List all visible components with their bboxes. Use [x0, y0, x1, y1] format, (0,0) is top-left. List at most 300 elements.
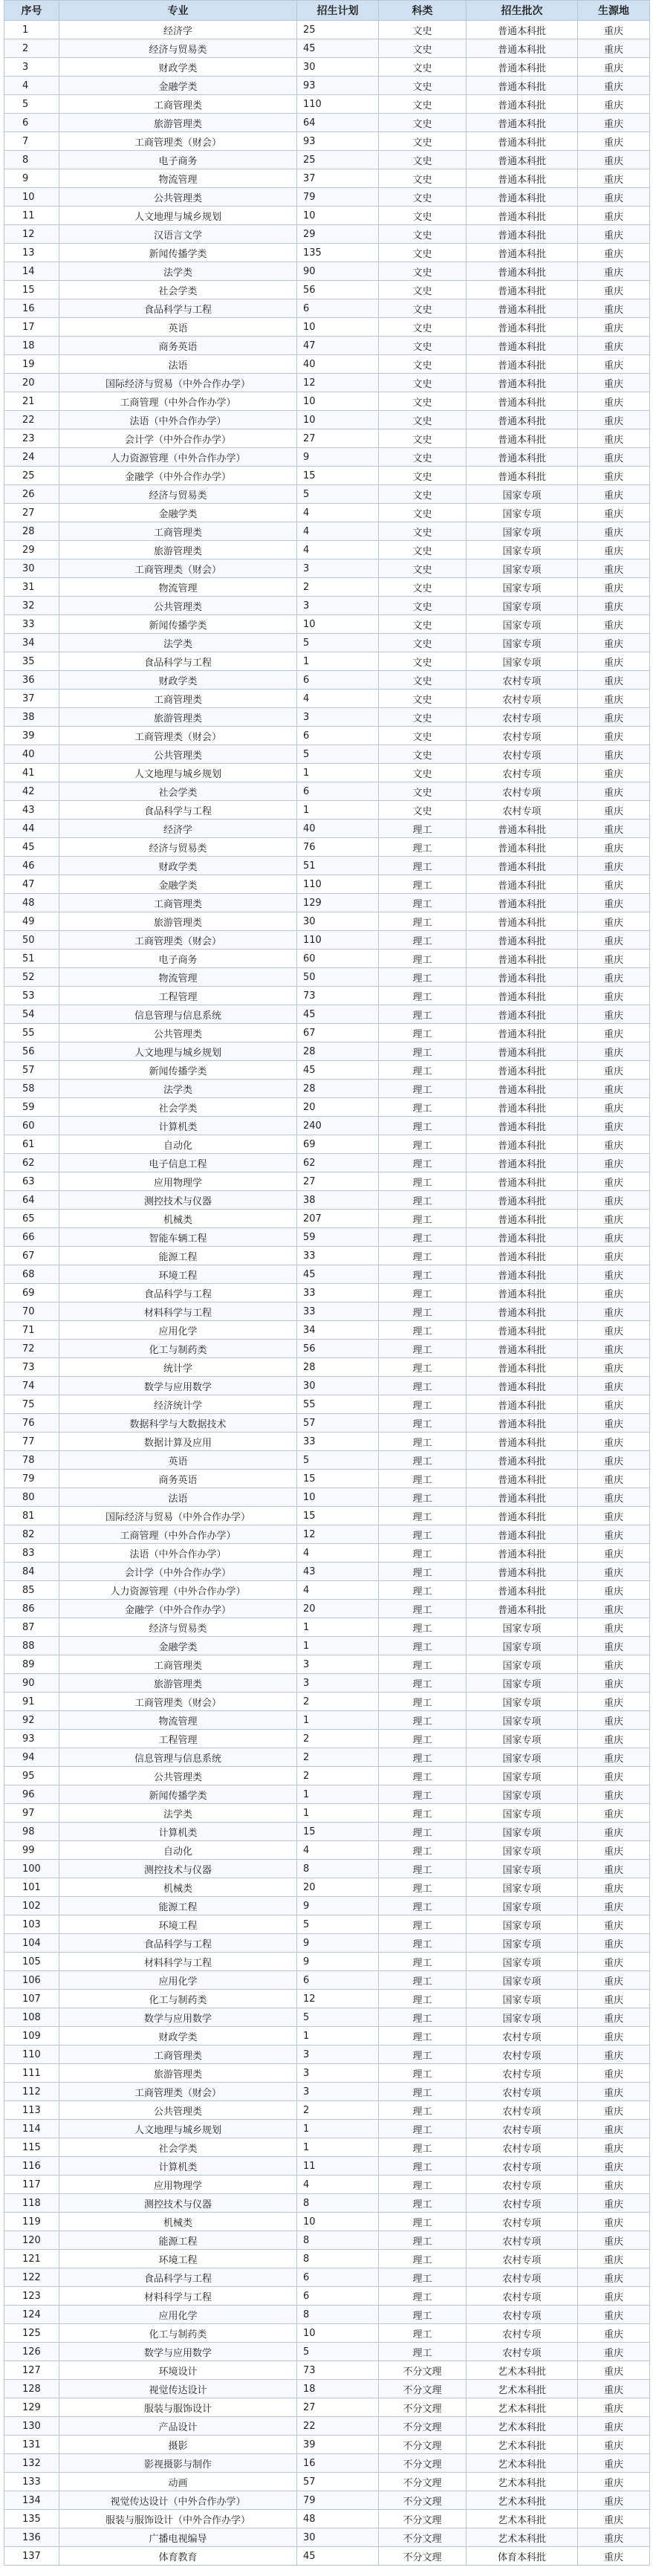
header-category: 科类 [379, 1, 467, 21]
cell-major: 工商管理类（财会） [59, 559, 297, 578]
table-row [4, 2250, 650, 2268]
header-major: 专业 [59, 1, 297, 21]
cell-origin: 重庆 [578, 1228, 650, 1247]
cell-batch: 普通本科批 [467, 1247, 578, 1265]
cell-batch: 国家专项 [467, 2008, 578, 2027]
cell-category: 文史 [379, 318, 467, 337]
cell-batch: 国家专项 [467, 1915, 578, 1934]
cell-major: 智能车辆工程 [59, 1228, 297, 1247]
cell-category: 理工 [379, 1748, 467, 1767]
cell-category: 不分文理 [379, 2491, 467, 2510]
cell-plan: 6 [297, 671, 379, 690]
cell-origin: 重庆 [578, 132, 650, 151]
cell-batch: 艺术本科批 [467, 2454, 578, 2473]
cell-index: 24 [4, 448, 59, 467]
cell-batch: 国家专项 [467, 1823, 578, 1841]
cell-batch: 国家专项 [467, 1785, 578, 1804]
cell-index: 36 [4, 671, 59, 690]
cell-category: 理工 [379, 2231, 467, 2250]
cell-major: 工商管理（中外合作办学） [59, 392, 297, 411]
cell-category: 理工 [379, 1525, 467, 1544]
cell-major: 计算机类 [59, 2157, 297, 2176]
cell-category: 文史 [379, 21, 467, 39]
cell-index: 102 [4, 1897, 59, 1915]
table-row [4, 2231, 650, 2250]
cell-category: 文史 [379, 132, 467, 151]
table-row [4, 1897, 650, 1915]
cell-index: 114 [4, 2120, 59, 2138]
table-row [4, 1785, 650, 1804]
cell-index: 16 [4, 299, 59, 318]
cell-origin: 重庆 [578, 559, 650, 578]
cell-batch: 农村专项 [467, 690, 578, 708]
cell-origin: 重庆 [578, 1525, 650, 1544]
cell-plan: 57 [297, 1414, 379, 1433]
cell-index: 64 [4, 1191, 59, 1210]
cell-batch: 普通本科批 [467, 1284, 578, 1302]
cell-index: 117 [4, 2176, 59, 2194]
cell-index: 137 [4, 2547, 59, 2566]
cell-batch: 普通本科批 [467, 58, 578, 77]
cell-category: 理工 [379, 1247, 467, 1265]
cell-plan: 240 [297, 1117, 379, 1135]
cell-index: 72 [4, 1340, 59, 1358]
cell-index: 132 [4, 2454, 59, 2473]
cell-plan: 38 [297, 1191, 379, 1210]
cell-major: 工商管理（中外合作办学） [59, 1525, 297, 1544]
cell-category: 理工 [379, 2120, 467, 2138]
cell-origin: 重庆 [578, 1971, 650, 1990]
cell-plan: 51 [297, 857, 379, 875]
table-row [4, 541, 650, 559]
cell-plan: 2 [297, 1730, 379, 1748]
cell-plan: 6 [297, 727, 379, 745]
cell-origin: 重庆 [578, 1191, 650, 1210]
cell-batch: 农村专项 [467, 671, 578, 690]
cell-plan: 73 [297, 2361, 379, 2380]
cell-category: 理工 [379, 912, 467, 931]
cell-major: 人力资源管理（中外合作办学） [59, 448, 297, 467]
cell-index: 2 [4, 39, 59, 58]
table-row [4, 912, 650, 931]
cell-plan: 3 [297, 597, 379, 615]
cell-category: 理工 [379, 1024, 467, 1042]
cell-plan: 1 [297, 764, 379, 782]
table-row [4, 894, 650, 912]
table-row [4, 2027, 650, 2045]
cell-major: 电子商务 [59, 950, 297, 968]
cell-origin: 重庆 [578, 671, 650, 690]
cell-index: 69 [4, 1284, 59, 1302]
cell-batch: 体育本科批 [467, 2547, 578, 2566]
cell-plan: 8 [297, 2306, 379, 2324]
cell-major: 计算机类 [59, 1823, 297, 1841]
table-row [4, 1451, 650, 1470]
cell-major: 自动化 [59, 1135, 297, 1154]
cell-batch: 农村专项 [467, 2176, 578, 2194]
cell-index: 54 [4, 1005, 59, 1024]
cell-batch: 普通本科批 [467, 1098, 578, 1117]
cell-plan: 15 [297, 1507, 379, 1525]
cell-batch: 普通本科批 [467, 1414, 578, 1433]
cell-index: 71 [4, 1321, 59, 1340]
cell-major: 旅游管理类 [59, 708, 297, 727]
cell-major: 食品科学与工程 [59, 2268, 297, 2287]
cell-plan: 4 [297, 1581, 379, 1600]
cell-batch: 国家专项 [467, 615, 578, 634]
table-row [4, 1302, 650, 1321]
cell-origin: 重庆 [578, 374, 650, 392]
table-row [4, 2361, 650, 2380]
cell-index: 83 [4, 1544, 59, 1563]
table-row [4, 262, 650, 281]
table-header-row [4, 1, 650, 21]
cell-index: 43 [4, 801, 59, 820]
table-row [4, 374, 650, 392]
cell-origin: 重庆 [578, 1785, 650, 1804]
cell-index: 9 [4, 169, 59, 188]
cell-index: 119 [4, 2213, 59, 2231]
table-row [4, 1098, 650, 1117]
cell-batch: 国家专项 [467, 1637, 578, 1655]
table-row [4, 1823, 650, 1841]
cell-major: 能源工程 [59, 2231, 297, 2250]
cell-major: 计算机类 [59, 1117, 297, 1135]
table-row [4, 1581, 650, 1600]
cell-plan: 16 [297, 2454, 379, 2473]
table-row [4, 1377, 650, 1395]
table-row [4, 782, 650, 801]
cell-major: 食品科学与工程 [59, 299, 297, 318]
table-row [4, 1061, 650, 1080]
table-row [4, 1841, 650, 1860]
cell-batch: 普通本科批 [467, 374, 578, 392]
cell-origin: 重庆 [578, 801, 650, 820]
cell-category: 理工 [379, 2138, 467, 2157]
cell-plan: 40 [297, 820, 379, 838]
cell-origin: 重庆 [578, 578, 650, 597]
cell-origin: 重庆 [578, 2268, 650, 2287]
cell-origin: 重庆 [578, 1934, 650, 1953]
cell-major: 服装与服饰设计 [59, 2398, 297, 2417]
table-row [4, 1971, 650, 1990]
cell-plan: 5 [297, 2343, 379, 2361]
cell-category: 文史 [379, 77, 467, 95]
cell-category: 文史 [379, 448, 467, 467]
cell-major: 金融学类 [59, 504, 297, 522]
table-row [4, 931, 650, 950]
cell-category: 理工 [379, 1600, 467, 1618]
cell-category: 理工 [379, 931, 467, 950]
cell-origin: 重庆 [578, 2343, 650, 2361]
cell-plan: 1 [297, 1804, 379, 1823]
table-row [4, 21, 650, 39]
cell-batch: 普通本科批 [467, 1265, 578, 1284]
cell-batch: 普通本科批 [467, 912, 578, 931]
cell-plan: 27 [297, 429, 379, 448]
cell-major: 法学类 [59, 1080, 297, 1098]
cell-index: 78 [4, 1451, 59, 1470]
cell-origin: 重庆 [578, 2045, 650, 2064]
cell-major: 材料科学与工程 [59, 1302, 297, 1321]
cell-plan: 25 [297, 21, 379, 39]
cell-batch: 普通本科批 [467, 151, 578, 169]
cell-major: 摄影 [59, 2436, 297, 2454]
cell-major: 公共管理类 [59, 1767, 297, 1785]
table-row [4, 1395, 650, 1414]
cell-origin: 重庆 [578, 912, 650, 931]
cell-major: 工程管理 [59, 987, 297, 1005]
cell-category: 理工 [379, 2194, 467, 2213]
cell-category: 文史 [379, 634, 467, 652]
cell-index: 120 [4, 2231, 59, 2250]
cell-origin: 重庆 [578, 2306, 650, 2324]
table-row [4, 2436, 650, 2454]
cell-category: 文史 [379, 782, 467, 801]
cell-plan: 4 [297, 1841, 379, 1860]
cell-plan: 3 [297, 1655, 379, 1674]
cell-index: 107 [4, 1990, 59, 2008]
cell-plan: 79 [297, 2491, 379, 2510]
cell-category: 理工 [379, 1098, 467, 1117]
cell-category: 理工 [379, 2176, 467, 2194]
cell-batch: 农村专项 [467, 2231, 578, 2250]
cell-index: 109 [4, 2027, 59, 2045]
cell-origin: 重庆 [578, 1154, 650, 1172]
cell-batch: 农村专项 [467, 782, 578, 801]
cell-origin: 重庆 [578, 634, 650, 652]
table-row [4, 1247, 650, 1265]
table-row [4, 169, 650, 188]
cell-category: 理工 [379, 2083, 467, 2101]
table-row [4, 1711, 650, 1730]
cell-origin: 重庆 [578, 1655, 650, 1674]
cell-origin: 重庆 [578, 1117, 650, 1135]
cell-category: 文史 [379, 355, 467, 374]
cell-plan: 6 [297, 2287, 379, 2306]
cell-category: 理工 [379, 1730, 467, 1748]
cell-major: 工商管理类 [59, 2045, 297, 2064]
cell-origin: 重庆 [578, 169, 650, 188]
cell-index: 65 [4, 1210, 59, 1228]
cell-plan: 129 [297, 894, 379, 912]
cell-category: 理工 [379, 1581, 467, 1600]
cell-batch: 普通本科批 [467, 875, 578, 894]
cell-batch: 国家专项 [467, 1953, 578, 1971]
cell-batch: 普通本科批 [467, 95, 578, 114]
table-row [4, 1618, 650, 1637]
table-row [4, 1210, 650, 1228]
cell-batch: 普通本科批 [467, 1024, 578, 1042]
cell-category: 理工 [379, 1618, 467, 1637]
cell-index: 32 [4, 597, 59, 615]
cell-batch: 普通本科批 [467, 1563, 578, 1581]
table-row [4, 2268, 650, 2287]
table-row [4, 634, 650, 652]
cell-plan: 110 [297, 95, 379, 114]
cell-plan: 33 [297, 1433, 379, 1451]
cell-index: 70 [4, 1302, 59, 1321]
cell-batch: 普通本科批 [467, 39, 578, 58]
cell-origin: 重庆 [578, 2361, 650, 2380]
cell-index: 115 [4, 2138, 59, 2157]
cell-category: 理工 [379, 1265, 467, 1284]
cell-index: 29 [4, 541, 59, 559]
cell-plan: 2 [297, 2101, 379, 2120]
cell-major: 测控技术与仪器 [59, 1191, 297, 1210]
cell-major: 人力资源管理（中外合作办学） [59, 1581, 297, 1600]
cell-major: 动画 [59, 2473, 297, 2491]
cell-plan: 9 [297, 448, 379, 467]
cell-batch: 国家专项 [467, 1730, 578, 1748]
cell-major: 旅游管理类 [59, 2064, 297, 2083]
cell-category: 文史 [379, 467, 467, 485]
cell-plan: 8 [297, 2231, 379, 2250]
cell-origin: 重庆 [578, 1080, 650, 1098]
cell-batch: 普通本科批 [467, 244, 578, 262]
table-row [4, 299, 650, 318]
table-row [4, 2064, 650, 2083]
cell-origin: 重庆 [578, 429, 650, 448]
cell-index: 47 [4, 875, 59, 894]
cell-origin: 重庆 [578, 1210, 650, 1228]
cell-plan: 43 [297, 1563, 379, 1581]
table-row [4, 1042, 650, 1061]
cell-origin: 重庆 [578, 1507, 650, 1525]
cell-index: 61 [4, 1135, 59, 1154]
cell-major: 环境工程 [59, 2250, 297, 2268]
header-plan: 招生计划 [297, 1, 379, 21]
cell-origin: 重庆 [578, 2213, 650, 2231]
table-row [4, 2454, 650, 2473]
cell-batch: 国家专项 [467, 485, 578, 504]
cell-batch: 普通本科批 [467, 411, 578, 429]
cell-index: 11 [4, 207, 59, 225]
cell-batch: 普通本科批 [467, 318, 578, 337]
table-row [4, 337, 650, 355]
cell-index: 17 [4, 318, 59, 337]
cell-index: 62 [4, 1154, 59, 1172]
cell-origin: 重庆 [578, 1470, 650, 1488]
cell-major: 工商管理类（财会） [59, 727, 297, 745]
table-row [4, 2008, 650, 2027]
cell-plan: 28 [297, 1042, 379, 1061]
cell-category: 文史 [379, 411, 467, 429]
cell-origin: 重庆 [578, 2510, 650, 2528]
cell-batch: 普通本科批 [467, 1154, 578, 1172]
cell-index: 128 [4, 2380, 59, 2398]
cell-batch: 普通本科批 [467, 1302, 578, 1321]
cell-batch: 农村专项 [467, 2287, 578, 2306]
cell-index: 14 [4, 262, 59, 281]
cell-category: 理工 [379, 875, 467, 894]
cell-major: 社会学类 [59, 782, 297, 801]
cell-category: 理工 [379, 1823, 467, 1841]
cell-origin: 重庆 [578, 1823, 650, 1841]
cell-category: 理工 [379, 2343, 467, 2361]
cell-plan: 15 [297, 1470, 379, 1488]
cell-index: 27 [4, 504, 59, 522]
cell-category: 理工 [379, 1135, 467, 1154]
cell-batch: 国家专项 [467, 1767, 578, 1785]
cell-major: 视觉传达设计 [59, 2380, 297, 2398]
cell-plan: 3 [297, 708, 379, 727]
cell-major: 公共管理类 [59, 188, 297, 207]
cell-category: 文史 [379, 559, 467, 578]
table-row [4, 392, 650, 411]
table-row [4, 1284, 650, 1302]
cell-plan: 135 [297, 244, 379, 262]
cell-origin: 重庆 [578, 299, 650, 318]
cell-category: 理工 [379, 1878, 467, 1897]
cell-category: 文史 [379, 690, 467, 708]
cell-index: 25 [4, 467, 59, 485]
cell-major: 法语 [59, 355, 297, 374]
cell-plan: 5 [297, 1451, 379, 1470]
cell-category: 文史 [379, 578, 467, 597]
cell-batch: 国家专项 [467, 1841, 578, 1860]
cell-category: 理工 [379, 2008, 467, 2027]
cell-major: 经济学 [59, 21, 297, 39]
cell-batch: 普通本科批 [467, 857, 578, 875]
cell-plan: 5 [297, 634, 379, 652]
table-row [4, 2083, 650, 2101]
cell-category: 文史 [379, 541, 467, 559]
cell-plan: 5 [297, 485, 379, 504]
table-row [4, 429, 650, 448]
cell-plan: 28 [297, 1080, 379, 1098]
cell-category: 文史 [379, 727, 467, 745]
cell-category: 理工 [379, 1488, 467, 1507]
cell-index: 76 [4, 1414, 59, 1433]
cell-origin: 重庆 [578, 727, 650, 745]
table-row [4, 1340, 650, 1358]
table-row [4, 467, 650, 485]
cell-batch: 农村专项 [467, 2045, 578, 2064]
cell-origin: 重庆 [578, 2436, 650, 2454]
cell-origin: 重庆 [578, 318, 650, 337]
cell-index: 106 [4, 1971, 59, 1990]
cell-major: 旅游管理类 [59, 912, 297, 931]
cell-origin: 重庆 [578, 151, 650, 169]
cell-batch: 农村专项 [467, 2250, 578, 2268]
cell-origin: 重庆 [578, 1024, 650, 1042]
table-row [4, 318, 650, 337]
cell-category: 理工 [379, 1915, 467, 1934]
cell-category: 理工 [379, 1860, 467, 1878]
cell-plan: 10 [297, 318, 379, 337]
cell-plan: 45 [297, 1005, 379, 1024]
cell-origin: 重庆 [578, 2324, 650, 2343]
cell-plan: 1 [297, 1618, 379, 1637]
cell-category: 理工 [379, 1507, 467, 1525]
cell-major: 财政学类 [59, 857, 297, 875]
cell-origin: 重庆 [578, 615, 650, 634]
table-row [4, 1080, 650, 1098]
cell-origin: 重庆 [578, 411, 650, 429]
cell-category: 理工 [379, 838, 467, 857]
cell-origin: 重庆 [578, 2083, 650, 2101]
cell-origin: 重庆 [578, 2398, 650, 2417]
cell-index: 87 [4, 1618, 59, 1637]
cell-origin: 重庆 [578, 652, 650, 671]
cell-index: 20 [4, 374, 59, 392]
cell-major: 工商管理类 [59, 95, 297, 114]
cell-origin: 重庆 [578, 262, 650, 281]
cell-major: 食品科学与工程 [59, 801, 297, 820]
cell-major: 旅游管理类 [59, 541, 297, 559]
cell-plan: 45 [297, 1061, 379, 1080]
